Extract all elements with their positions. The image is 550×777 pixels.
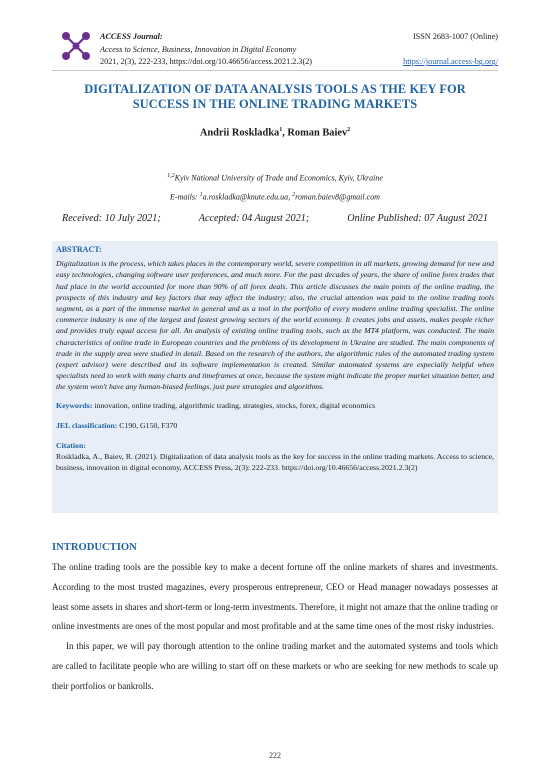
jel-label: JEL classification: xyxy=(56,420,118,430)
citation-block xyxy=(56,440,494,474)
published-date: Online Published: 07 August 2021 xyxy=(347,213,488,224)
keywords-text: innovation, online trading, algorithmic trading, strategies, stocks, forex, digital economics xyxy=(94,400,376,410)
journal-website-link[interactable]: https://journal.access-bg.org/ xyxy=(403,57,498,67)
author-2-sup: 2 xyxy=(347,127,351,133)
author-separator: , xyxy=(282,127,288,139)
header-divider xyxy=(52,70,498,71)
article-title xyxy=(60,82,490,112)
publication-dates xyxy=(62,213,488,224)
author-1: Andrii Roskladka xyxy=(199,127,280,139)
jel-classification xyxy=(56,420,494,431)
jel-codes: C190, G150, F370 xyxy=(119,420,178,430)
introduction-heading: INTRODUCTION xyxy=(52,542,137,553)
journal-header xyxy=(100,31,312,69)
citation-label: Citation: xyxy=(56,441,86,451)
journal-label: ACCESS Journal: xyxy=(100,32,163,41)
citation-text: Roskladka, A., Baiev, R. (2021). Digitalization of data analysis tools as the key for success in the online trading markets. Access to science, business, innovation in digital economy, ACCESS Press, 2(3): 222-233. https://doi.org/10.46656/access.2021.2.3(2) xyxy=(56,452,494,473)
title-line-2: SUCCESS IN THE ONLINE TRADING MARKETS xyxy=(132,97,418,111)
issn: ISSN 2683-1007 (Online) xyxy=(412,32,498,41)
email-1: a.roskladka@knute.edu.ua xyxy=(202,192,289,202)
keywords-label: Keywords: xyxy=(56,400,93,410)
abstract-text: Digitalization is the process, which takes places in the contemporary world, severe competition in all markets, growing demand for new and easy technologies, changing software user preferences, and much more. For the past decades of years, the share of online forex trades that had place in the world accounted for more than 90% of all forex deals. This article discusses the main points of the online trading, the prospects of this industry and key factors that may affect the industry; also, the crucial attention was paid to the online trading tools segment, as a part of the immense market in general and as a tool in the portfolio of every modern online trading specialist. The online commerce industry is one of the largest and fastest growing sectors of the world economy. It creates jobs and assets, makes people richer and provides truly equal access for all. An analysis of existing online trading tools, such as the MT4 platform, was conducted. The main characteristics of online trade in European countries and the problems of its development in Ukraine are studied. The main components of trade in the supply area were studied in detail. Based on the research of the authors, the algorithmic rules of the automated trading system (expert advisor) were described and its software implementation is created. Similar automated systems are especially helpful when specialists need to work with many charts and timeframes at once, because the system might indicate the proper market situation better, and the system won't have any human-biased feelings, just pure strategies and algorithms. xyxy=(56,259,494,392)
abstract-heading: ABSTRACT: xyxy=(56,245,102,254)
affiliation-sup: 1,2 xyxy=(167,173,175,179)
email-1-sup: 1 xyxy=(199,191,203,198)
received-date: Received: 10 July 2021; xyxy=(62,213,161,224)
journal-citation-line: 2021, 2(3), 222-233, https://doi.org/10.46656/access.2021.2.3(2) xyxy=(100,57,313,67)
network-logo-icon xyxy=(60,30,92,62)
page-number: 222 xyxy=(269,751,281,760)
abstract-box xyxy=(52,241,498,513)
title-line-1: DIGITALIZATION OF DATA ANALYSIS TOOLS AS THE KEY FOR xyxy=(84,82,466,96)
introduction-body xyxy=(52,558,498,697)
accepted-date: Accepted: 04 August 2021; xyxy=(198,213,310,224)
journal-header-right xyxy=(403,31,498,69)
keywords xyxy=(56,400,494,411)
affiliations xyxy=(0,168,550,205)
email-2-sup: 2 xyxy=(292,191,296,198)
intro-paragraph-2: In this paper, we will pay thorough attention to the online trading market and the automated systems and tools which are called to facilitate people who are willing to start off on these markets or who are seeking for new methods to scale up their portfolios or bankrolls. xyxy=(52,641,498,691)
author-2: Roman Baiev xyxy=(287,127,348,139)
author-1-sup: 1 xyxy=(279,127,283,133)
affiliation: Kyiv National University of Trade and Economics, Kyiv, Ukraine xyxy=(174,173,383,183)
email-2: roman.baiev8@gmail.com xyxy=(295,192,380,202)
email-separator: , xyxy=(288,192,293,202)
authors xyxy=(0,127,550,138)
intro-paragraph-1: The online trading tools are the possible key to make a decent fortune off the online markets of shares and investments. According to the most trusted magazines, every prosperous entrepreneur, CEO or Head manager nowadays possesses at least some assets in shares and short-term or long-term investments. Therefore, it might not amaze that the online trading or online investments are ones of the most popular and most profitable and at the same time ones of the most risky industries. xyxy=(52,562,498,632)
emails-label: E-mails: xyxy=(170,192,200,202)
journal-subtitle: Access to Science, Business, Innovation in Digital Economy xyxy=(100,44,297,54)
